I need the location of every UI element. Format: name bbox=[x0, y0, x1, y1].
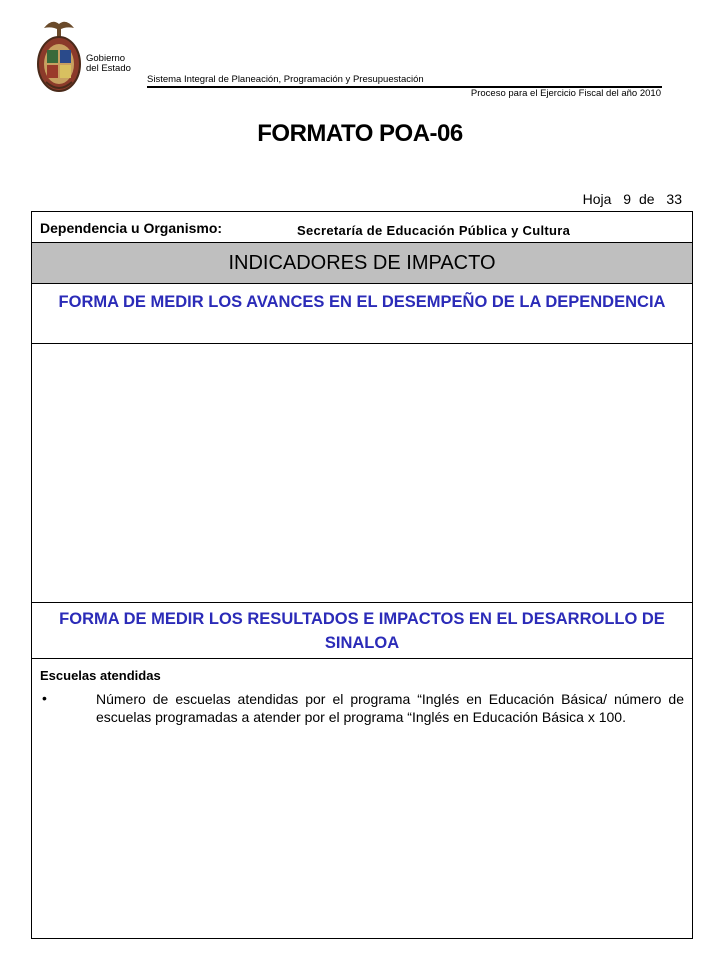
dependencia-label: Dependencia u Organismo: bbox=[40, 220, 223, 236]
del-estado-line: del Estado bbox=[86, 63, 131, 74]
section-title-band: INDICADORES DE IMPACTO bbox=[32, 243, 692, 284]
page-title: FORMATO POA-06 bbox=[257, 120, 463, 147]
dependencia-value: Secretaría de Educación Pública y Cultura bbox=[297, 223, 571, 238]
current-page: 9 bbox=[623, 191, 632, 207]
hoja-label: Hoja bbox=[582, 191, 612, 207]
dependencia-row bbox=[32, 212, 692, 243]
resultados-content-area bbox=[32, 660, 692, 938]
indicator-formula-text: Número de escuelas atendidas por el programa “Inglés en Educación Básica/ número de escuelas programadas a atender por el programa “Inglés en Educación Básica x 100. bbox=[96, 691, 684, 725]
resultados-heading: FORMA DE MEDIR LOS RESULTADOS E IMPACTOS EN EL DESARROLLO DE SINALOA bbox=[32, 603, 692, 659]
fiscal-process-label: Proceso para el Ejercicio Fiscal del año 2010 bbox=[470, 88, 661, 99]
form-frame bbox=[31, 211, 693, 939]
system-name: Sistema Integral de Planeación, Programación y Presupuestación bbox=[147, 74, 424, 85]
avances-content-area bbox=[32, 345, 692, 603]
escuelas-label: Escuelas atendidas bbox=[40, 668, 161, 683]
total-pages: 33 bbox=[666, 191, 682, 207]
state-seal-icon bbox=[36, 16, 82, 96]
de-label: de bbox=[638, 191, 655, 207]
page-counter bbox=[583, 191, 682, 207]
gobierno-line: Gobierno bbox=[86, 53, 126, 64]
bullet-marker: • bbox=[42, 690, 47, 706]
avances-heading: FORMA DE MEDIR LOS AVANCES EN EL DESEMPEÑO DE LA DEPENDENCIA bbox=[32, 284, 692, 344]
gobierno-del-estado-label bbox=[86, 54, 131, 74]
